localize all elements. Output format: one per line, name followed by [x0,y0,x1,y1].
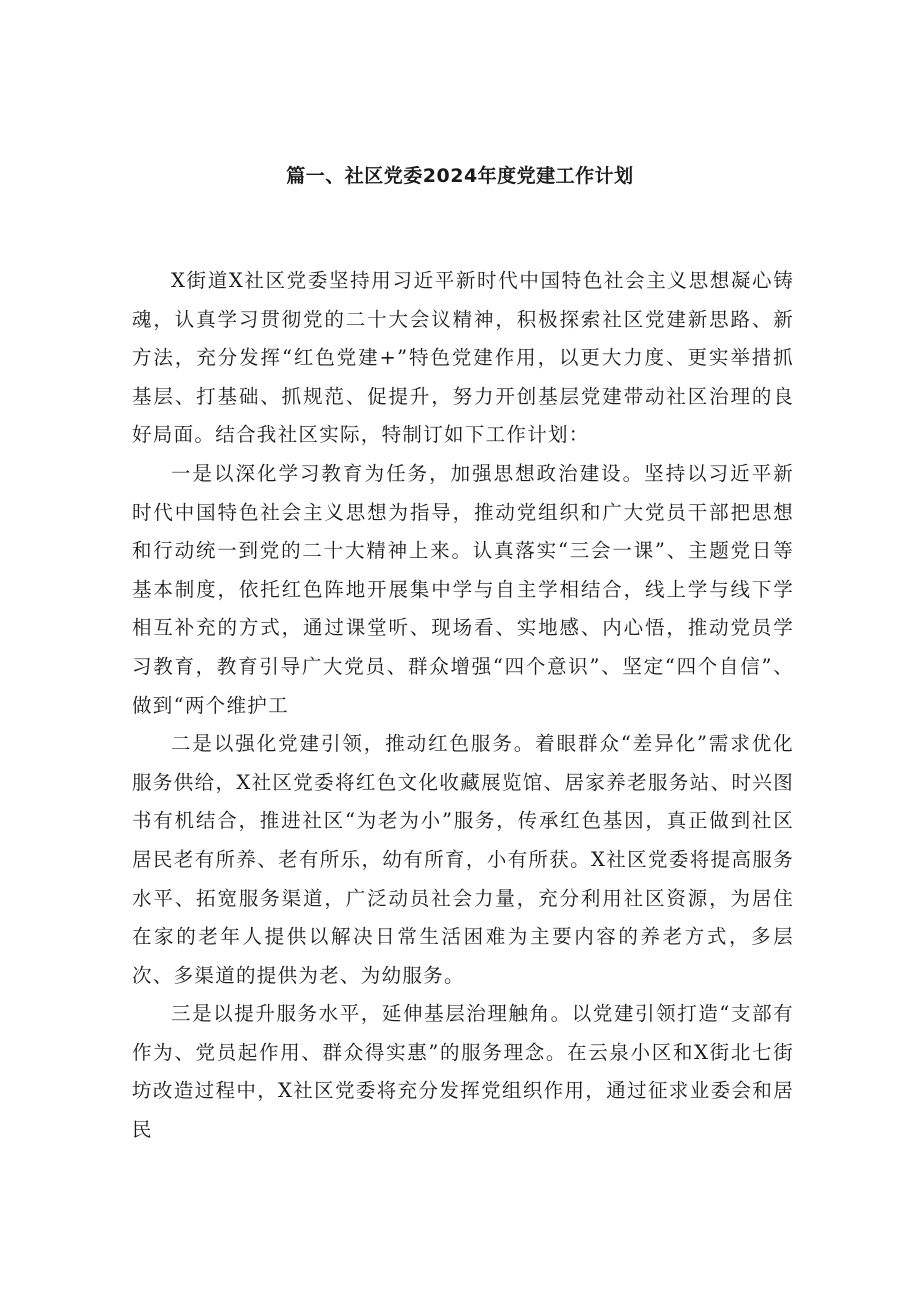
paragraph-point-three: 三是以提升服务水平，延伸基层治理触角。以党建引领打造“支部有作为、党员起作用、群众得实惠”的服务理念。在云泉小区和X街北七街坊改造过程中，X社区党委将充分发挥党组织作用，通过征求业委会和居民 [132,1002,794,1142]
document-title: 篇一、社区党委2024年度党建工作计划 [286,165,634,187]
paragraph-intro: X街道X社区党委坚持用习近平新时代中国特色社会主义思想凝心铸魂，认真学习贯彻党的二十大会议精神，积极探索社区党建新思路、新方法，充分发挥“红色党建+”特色党建作用，以更大力度、更实举措抓基层、打基础、抓规范、促提升，努力开创基层党建带动社区治理的良好局面。结合我社区实际，特制订如下工作计划： [132,269,794,447]
paragraph-point-two: 二是以强化党建引领，推动红色服务。着眼群众“差异化”需求优化服务供给，X社区党委将红色文化收藏展览馆、居家养老服务站、时兴图书有机结合，推进社区“为老为小”服务，传承红色基因，真正做到社区居民老有所养、老有所乐，幼有所育，小有所获。X社区党委将提高服务水平、拓宽服务渠道，广泛动员社会力量，充分利用社区资源，为居住在家的老年人提供以解决日常生活困难为主要内容的养老方式，多层次、多渠道的提供为老、为幼服务。 [132,732,794,987]
paragraph-point-one: 一是以深化学习教育为任务，加强思想政治建设。坚持以习近平新时代中国特色社会主义思想为指导，推动党组织和广大党员干部把思想和行动统一到党的二十大精神上来。认真落实“三会一课”、主题党日等基本制度，依托红色阵地开展集中学与自主学相结合，线上学与线下学相互补充的方式，通过课堂听、现场看、实地感、内心悟，推动党员学习教育，教育引导广大党员、群众增强“四个意识”、坚定“四个自信”、做到“两个维护工 [132,461,794,717]
document-body [132,262,794,1150]
